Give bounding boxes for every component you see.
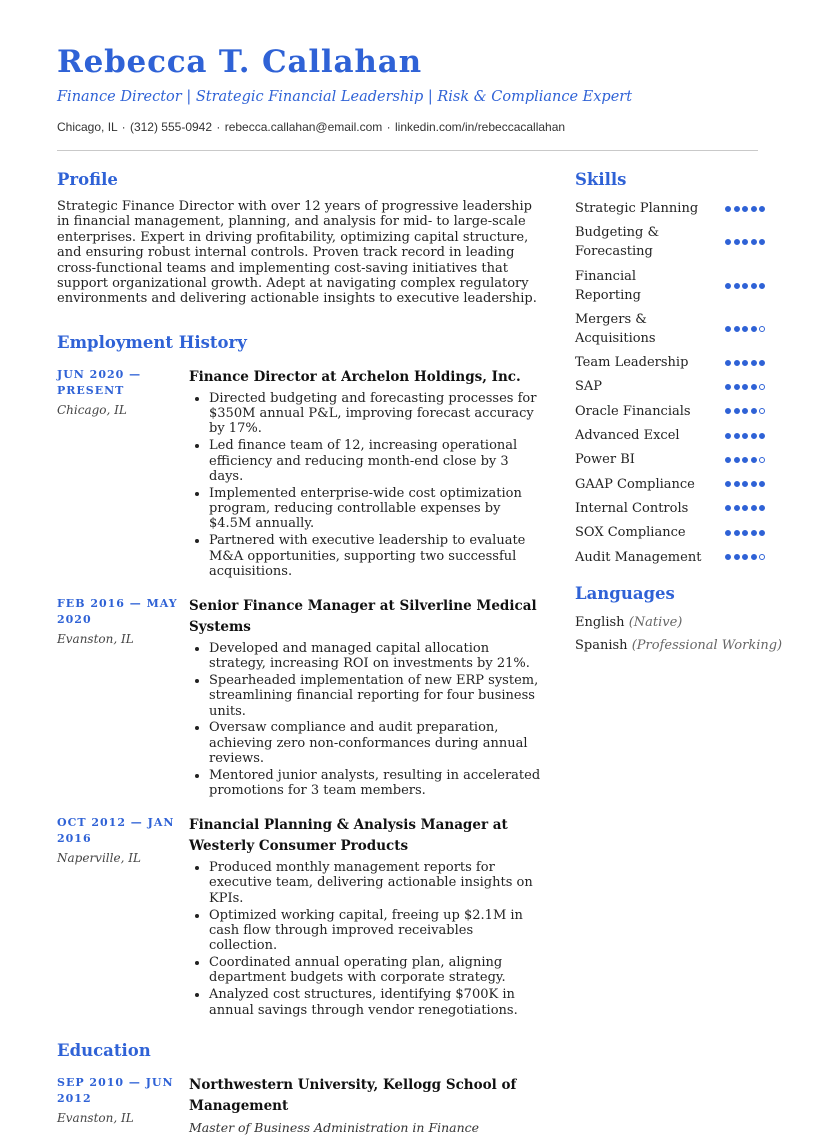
job-bullet: • Coordinated annual operating plan, aligning department budgets with corporate strategy.: [209, 955, 545, 986]
skill-item: [575, 402, 765, 421]
education-degree: Master of Business Administration in Finance: [189, 1120, 480, 1135]
skill-dot-filled: [725, 408, 731, 414]
sidebar: [575, 170, 783, 659]
skill-dot-filled: [734, 408, 740, 414]
skill-item: [575, 199, 765, 218]
skill-item: [575, 450, 765, 469]
skill-dot-filled: [759, 505, 765, 511]
education-heading: Education: [57, 1041, 151, 1061]
skill-name: SOX Compliance: [575, 525, 686, 541]
skills-section: [575, 170, 765, 567]
education-list: [57, 1075, 545, 1135]
education-section: [57, 1041, 545, 1135]
skill-name: Advanced Excel: [575, 428, 680, 444]
job-bullet: • Analyzed cost structures, identifying $700K in annual savings through vendor renegotiations.: [209, 987, 545, 1018]
job-entry: [57, 815, 545, 1019]
skill-dot-filled: [734, 457, 740, 463]
skill-name: Financial Reporting: [575, 268, 641, 303]
skill-item: [575, 310, 765, 348]
tagline: Finance Director | Strategic Financial Leadership | Risk & Compliance Expert: [57, 89, 633, 105]
education-entry: [57, 1075, 545, 1135]
skill-dot-filled: [751, 239, 757, 245]
language-name: Spanish: [575, 637, 628, 653]
skill-dot-filled: [751, 457, 757, 463]
skill-dot-empty: [759, 457, 765, 463]
job-title: Financial Planning & Analysis Manager at Westerly Consumer Products: [189, 817, 508, 855]
skill-name: Team Leadership: [575, 355, 689, 371]
job-meta: [57, 367, 189, 581]
job-dates: JUN 2020 — PRESENT: [57, 367, 142, 397]
skill-level-dots: [725, 408, 765, 414]
skill-name: Power BI: [575, 452, 635, 468]
skill-dot-filled: [725, 505, 731, 511]
job-bullet: • Developed and managed capital allocation strategy, increasing ROI on investments by 21%.: [209, 641, 545, 672]
contact-separator: ·: [216, 120, 221, 134]
skill-item: [575, 523, 765, 542]
job-bullet: • Optimized working capital, freeing up $2.1M in cash flow through improved receivables collection.: [209, 908, 545, 954]
education-body: [189, 1075, 545, 1135]
skill-level-dots: [725, 505, 765, 511]
skill-dot-filled: [734, 530, 740, 536]
skill-level-dots: [725, 326, 765, 332]
job-bullet: • Partnered with executive leadership to evaluate M&A opportunities, supporting two successful acquisitions.: [209, 533, 545, 579]
skill-level-dots: [725, 554, 765, 560]
skill-dot-filled: [734, 206, 740, 212]
skill-dot-filled: [742, 239, 748, 245]
contact-separator: ·: [121, 120, 126, 134]
job-bullet: • Led finance team of 12, increasing operational efficiency and reducing month-end close by 3 days.: [209, 438, 545, 484]
skill-item: [575, 223, 765, 261]
skill-dot-filled: [725, 530, 731, 536]
skill-dot-filled: [725, 457, 731, 463]
profile-heading: Profile: [57, 170, 118, 189]
job-list: [57, 367, 545, 1020]
skill-dot-filled: [725, 554, 731, 560]
profile-summary: Strategic Finance Director with over 12 years of progressive leadership in financial management, planning, and analysis for mid- to large-scale enterprises. Expert in driving profitability, optimizing capital structure, and ensuring robust internal controls. Proven track record in leading cross-functional teams and implementing cost-saving initiatives that support organizational growth. Adept at navigating complex regulatory environments and delivering actionable insights to executive leadership.: [57, 199, 537, 307]
education-school: Northwestern University, Kellogg School of Management: [189, 1077, 517, 1115]
contact-line: [57, 120, 565, 134]
job-bullet: • Implemented enterprise-wide cost optimization program, reducing controllable expenses by $4.5M annually.: [209, 486, 545, 532]
skill-level-dots: [725, 530, 765, 536]
skill-name: GAAP Compliance: [575, 476, 695, 492]
job-bullets: [189, 391, 545, 579]
job-entry: [57, 367, 545, 581]
job-body: [189, 367, 545, 581]
skill-dot-filled: [742, 326, 748, 332]
skill-name: Oracle Financials: [575, 403, 691, 419]
main-column: [57, 170, 545, 1135]
skill-item: [575, 475, 765, 494]
skill-dot-filled: [734, 283, 740, 289]
skill-name: Mergers & Acquisitions: [575, 311, 656, 346]
skill-dot-filled: [742, 530, 748, 536]
contact-location: Chicago, IL: [57, 120, 118, 134]
language-item: [575, 636, 783, 655]
job-bullet: • Directed budgeting and forecasting processes for $350M annual P&L, improving forecast accuracy by 17%.: [209, 391, 545, 437]
job-bullets: [189, 860, 545, 1018]
skill-dot-empty: [759, 326, 765, 332]
skill-dot-filled: [751, 433, 757, 439]
skill-dot-filled: [751, 360, 757, 366]
skill-dot-empty: [759, 408, 765, 414]
skill-name: Budgeting & Forecasting: [575, 225, 660, 260]
skill-dot-filled: [742, 481, 748, 487]
skill-dot-filled: [742, 408, 748, 414]
skill-dot-filled: [742, 505, 748, 511]
job-meta: [57, 596, 189, 800]
job-entry: [57, 596, 545, 800]
skill-dot-filled: [751, 481, 757, 487]
skill-item: [575, 353, 765, 372]
skill-dot-filled: [759, 206, 765, 212]
skill-name: Audit Management: [575, 549, 702, 565]
skill-dot-filled: [734, 554, 740, 560]
contact-email[interactable]: rebecca.callahan@email.com: [224, 120, 383, 134]
skill-dot-filled: [725, 239, 731, 245]
skill-dot-filled: [751, 408, 757, 414]
skill-item: [575, 499, 765, 518]
job-dates: OCT 2012 — JAN 2016: [57, 816, 175, 846]
language-item: [575, 613, 765, 632]
contact-separator: ·: [386, 120, 391, 134]
job-bullet: • Produced monthly management reports for executive team, delivering actionable insights on KPIs.: [209, 860, 545, 906]
skill-dot-filled: [742, 457, 748, 463]
skill-dot-filled: [751, 530, 757, 536]
skill-dot-filled: [734, 360, 740, 366]
skill-item: [575, 548, 765, 567]
education-location: Evanston, IL: [57, 1111, 134, 1126]
job-bullet: • Mentored junior analysts, resulting in accelerated promotions for 3 team members.: [209, 768, 545, 799]
contact-linkedin[interactable]: linkedin.com/in/rebeccacallahan: [394, 120, 566, 134]
job-location: Evanston, IL: [57, 631, 134, 646]
job-bullets: [189, 641, 545, 799]
skill-item: [575, 377, 765, 396]
employment-heading: Employment History: [57, 332, 247, 352]
skill-dot-filled: [759, 481, 765, 487]
languages-section: [575, 583, 783, 655]
skill-item: [575, 426, 765, 445]
skill-name: Strategic Planning: [575, 201, 699, 216]
skill-dot-filled: [759, 239, 765, 245]
education-meta: [57, 1075, 189, 1135]
skill-dot-filled: [751, 283, 757, 289]
skill-dot-filled: [751, 384, 757, 390]
skill-dot-filled: [734, 384, 740, 390]
skill-dot-empty: [759, 554, 765, 560]
job-body: [189, 596, 545, 800]
skill-dot-filled: [725, 283, 731, 289]
skill-level-dots: [725, 433, 765, 439]
skill-dot-filled: [725, 360, 731, 366]
skill-dot-filled: [751, 326, 757, 332]
languages-heading: Languages: [575, 583, 675, 603]
skill-dot-filled: [742, 433, 748, 439]
profile-section: [57, 170, 545, 307]
language-name: English: [575, 614, 625, 630]
skill-dot-filled: [751, 206, 757, 212]
skill-item: [575, 267, 765, 305]
skill-dot-filled: [734, 433, 740, 439]
skills-list: [575, 199, 765, 567]
skill-level-dots: [725, 239, 765, 245]
skill-name: SAP: [575, 379, 603, 395]
skill-dot-filled: [759, 433, 765, 439]
skill-dot-filled: [742, 384, 748, 390]
language-level: (Professional Working): [631, 637, 783, 653]
contact-phone: (312) 555-0942: [129, 120, 213, 134]
skill-dot-empty: [759, 384, 765, 390]
skill-dot-filled: [742, 206, 748, 212]
education-dates: SEP 2010 — JUN 2012: [57, 1076, 174, 1106]
skill-level-dots: [725, 384, 765, 390]
job-location: Chicago, IL: [57, 402, 127, 417]
skill-dot-filled: [725, 384, 731, 390]
skill-level-dots: [725, 481, 765, 487]
skill-level-dots: [725, 457, 765, 463]
job-body: [189, 815, 545, 1019]
skill-dot-filled: [734, 239, 740, 245]
header-divider: [57, 150, 758, 151]
languages-list: [575, 613, 783, 655]
skill-dot-filled: [751, 505, 757, 511]
skill-dot-filled: [725, 326, 731, 332]
language-level: (Native): [628, 614, 683, 630]
job-location: Naperville, IL: [57, 851, 141, 866]
skill-name: Internal Controls: [575, 500, 689, 516]
skill-dot-filled: [759, 283, 765, 289]
skill-dot-filled: [725, 206, 731, 212]
skill-dot-filled: [725, 481, 731, 487]
employment-section: [57, 333, 545, 1020]
skill-level-dots: [725, 283, 765, 289]
job-bullet: • Oversaw compliance and audit preparation, achieving zero non-conformances during annual reviews.: [209, 720, 545, 766]
job-dates: FEB 2016 — MAY 2020: [57, 596, 178, 626]
skill-dot-filled: [742, 554, 748, 560]
job-title: Senior Finance Manager at Silverline Medical Systems: [189, 597, 537, 635]
skill-dot-filled: [734, 481, 740, 487]
skill-dot-filled: [734, 505, 740, 511]
skills-heading: Skills: [575, 170, 627, 189]
skill-dot-filled: [734, 326, 740, 332]
job-title: Finance Director at Archelon Holdings, Inc.: [189, 368, 521, 385]
skill-dot-filled: [759, 360, 765, 366]
skill-dot-filled: [759, 530, 765, 536]
job-meta: [57, 815, 189, 1019]
candidate-name: Rebecca T. Callahan: [57, 44, 422, 80]
skill-dot-filled: [751, 554, 757, 560]
skill-level-dots: [725, 360, 765, 366]
skill-dot-filled: [742, 360, 748, 366]
skill-dot-filled: [725, 433, 731, 439]
job-bullet: • Spearheaded implementation of new ERP system, streamlining financial reporting for four business units.: [209, 673, 545, 719]
skill-dot-filled: [742, 283, 748, 289]
skill-level-dots: [725, 206, 765, 212]
